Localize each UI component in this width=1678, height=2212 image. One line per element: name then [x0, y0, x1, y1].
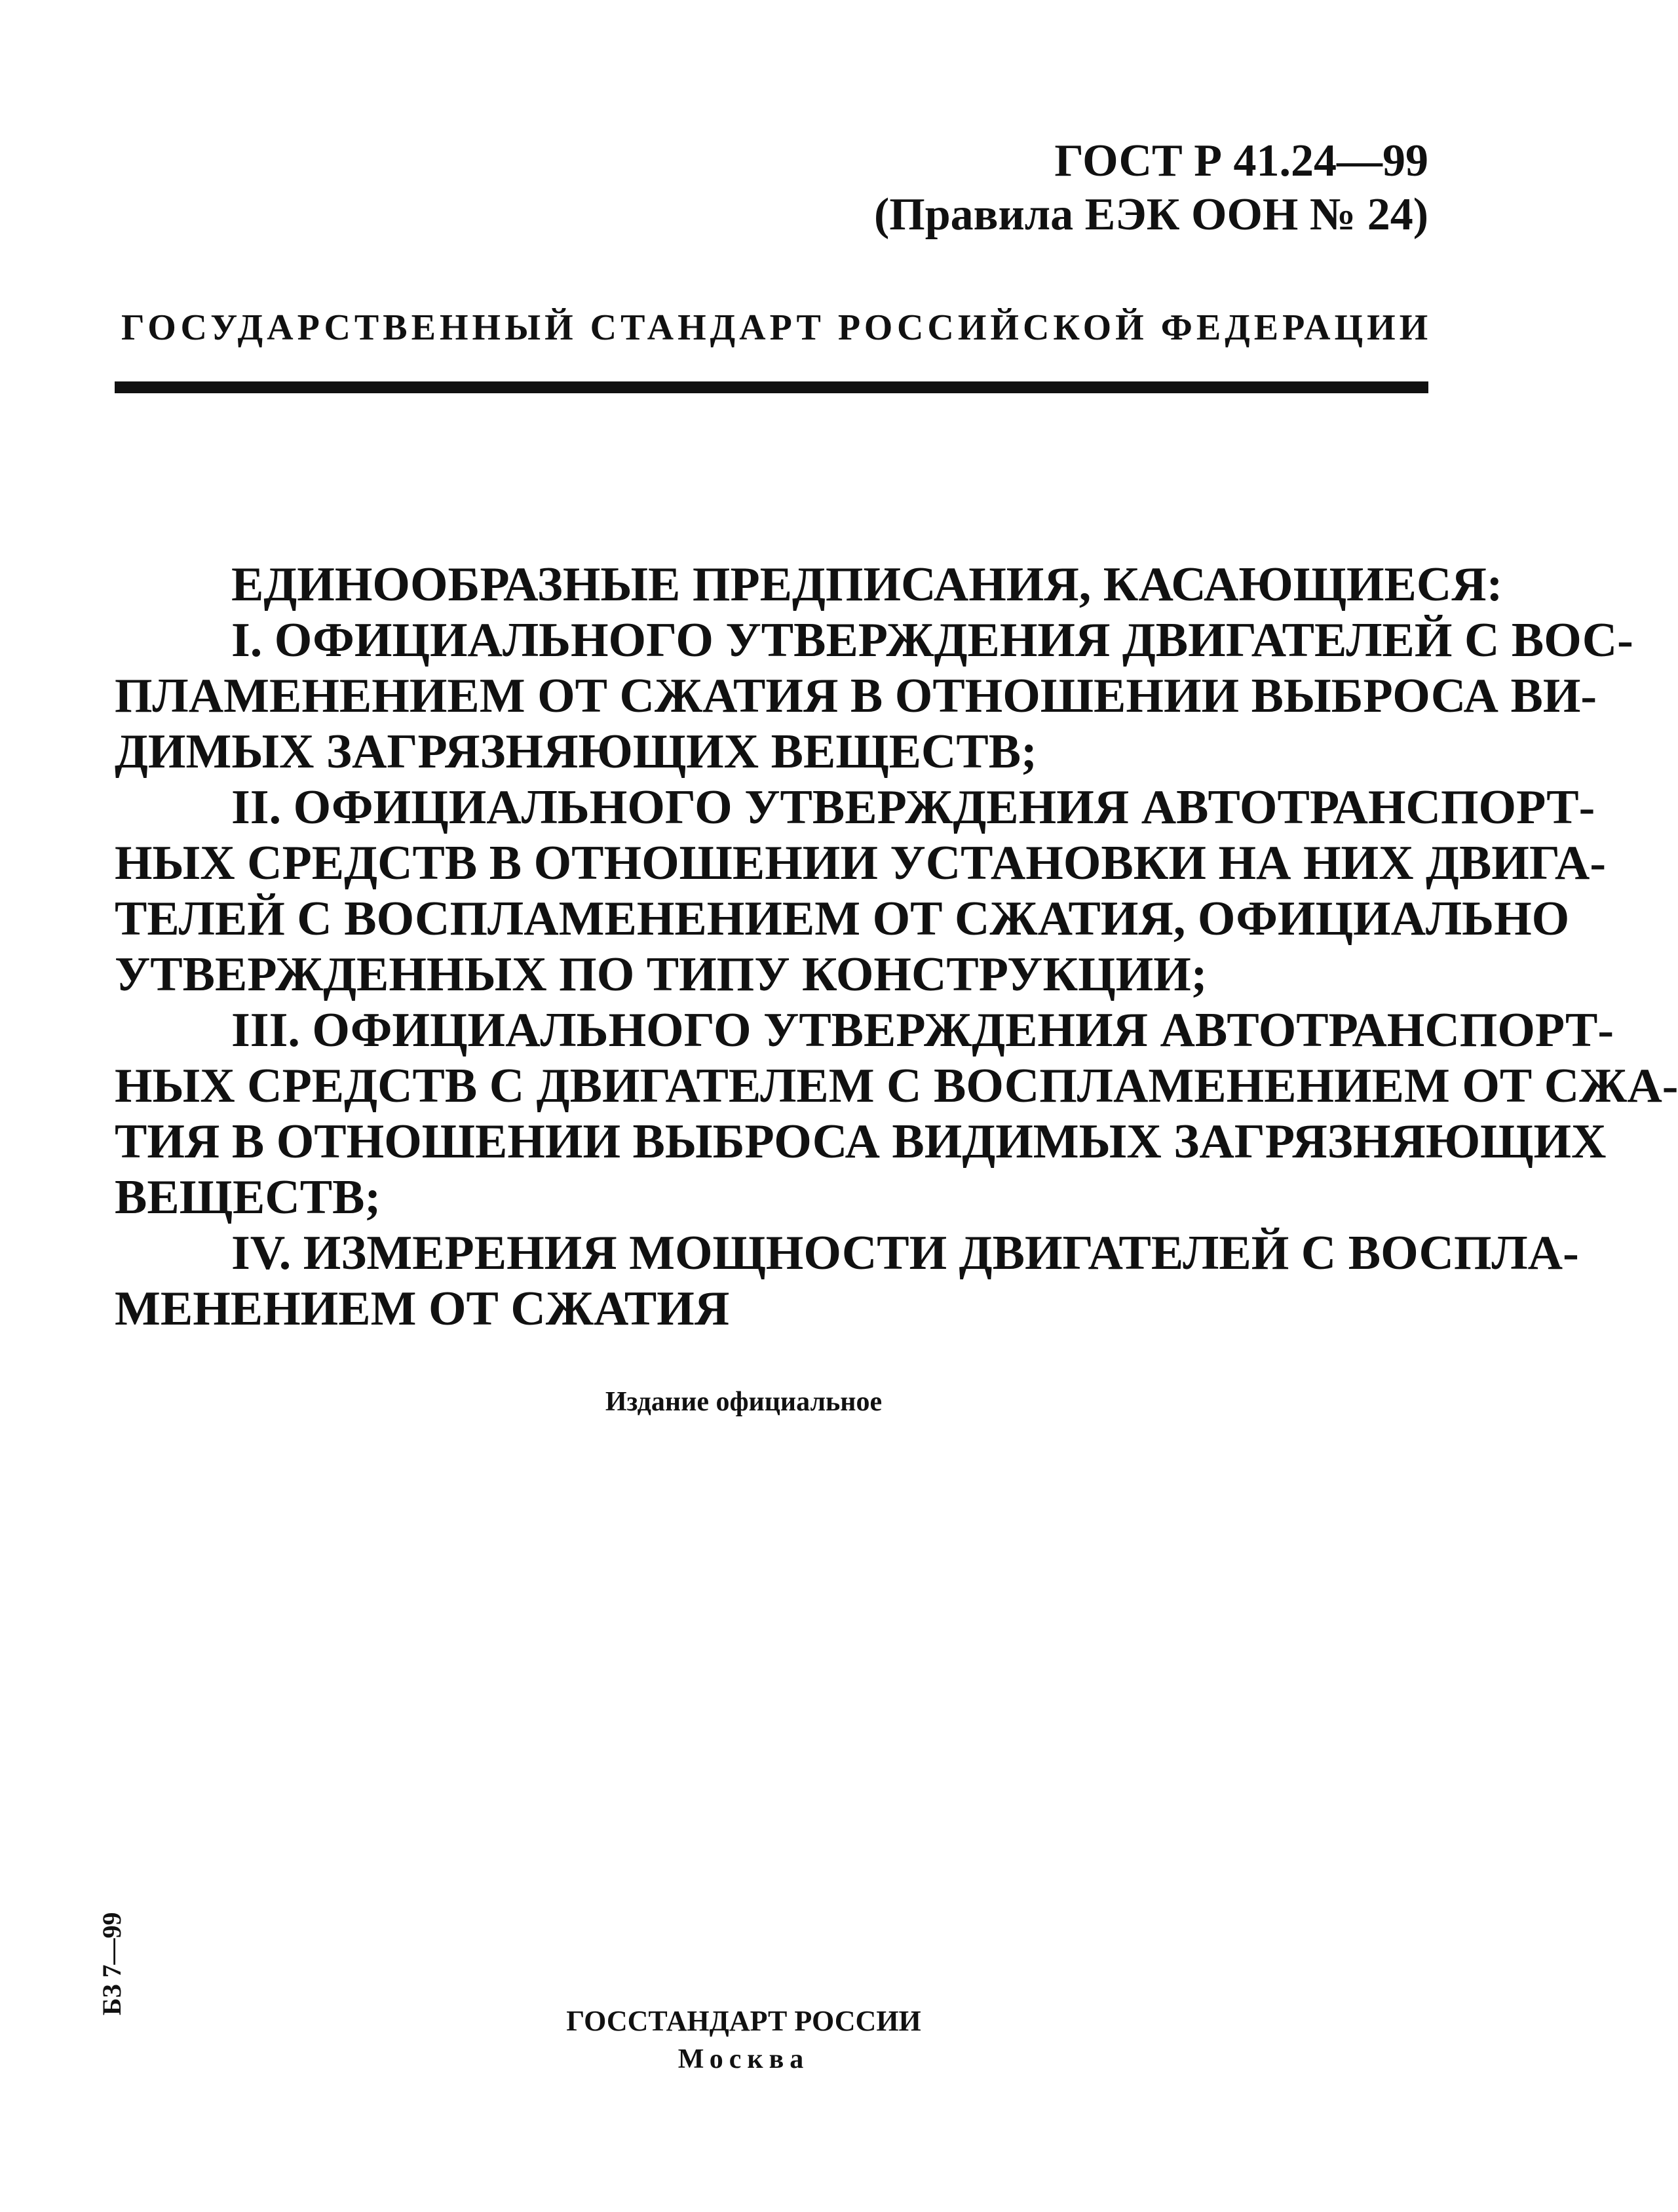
title-line: ТИЯ В ОТНОШЕНИИ ВЫБРОСА ВИДИМЫХ ЗАГРЯЗНЯЮЩИХ [115, 1115, 1607, 1169]
title-line: НЫХ СРЕДСТВ В ОТНОШЕНИИ УСТАНОВКИ НА НИХ ДВИГА- [115, 836, 1606, 890]
title-line: I. ОФИЦИАЛЬНОГО УТВЕРЖДЕНИЯ ДВИГАТЕЛЕЙ С ВОС- [231, 613, 1633, 667]
edition-note: Издание официальное [605, 1387, 883, 1417]
title-line: ТЕЛЕЙ С ВОСПЛАМЕНЕНИЕМ ОТ СЖАТИЯ, ОФИЦИАЛЬНО [115, 892, 1570, 946]
title-divider [115, 381, 1428, 393]
side-code: БЗ 7—99 [97, 1912, 126, 2015]
document-title [115, 557, 1678, 1337]
regulation-reference: (Правила ЕЭК ООН № 24) [873, 189, 1428, 240]
title-line: МЕНЕНИЕМ ОТ СЖАТИЯ [115, 1282, 730, 1336]
title-line: ПЛАМЕНЕНИЕМ ОТ СЖАТИЯ В ОТНОШЕНИИ ВЫБРОСА ВИ- [115, 669, 1597, 723]
gost-number: ГОСТ Р 41.24—99 [1054, 136, 1428, 186]
title-line: II. ОФИЦИАЛЬНОГО УТВЕРЖДЕНИЯ АВТОТРАНСПОРТ- [231, 781, 1595, 834]
title-line: НЫХ СРЕДСТВ С ДВИГАТЕЛЕМ С ВОСПЛАМЕНЕНИЕМ ОТ СЖА- [115, 1059, 1678, 1113]
title-line: IV. ИЗМЕРЕНИЯ МОЩНОСТИ ДВИГАТЕЛЕЙ С ВОСПЛА- [231, 1226, 1579, 1280]
title-line: ДИМЫХ ЗАГРЯЗНЯЮЩИХ ВЕЩЕСТВ; [115, 725, 1037, 779]
title-line: УТВЕРЖДЕННЫХ ПО ТИПУ КОНСТРУКЦИИ; [115, 948, 1208, 1001]
publisher-city: Москва [677, 2044, 810, 2074]
standard-title: ГОСУДАРСТВЕННЫЙ СТАНДАРТ РОССИЙСКОЙ ФЕДЕРАЦИИ [121, 307, 1432, 348]
publisher [0, 2002, 1487, 2078]
title-line: III. ОФИЦИАЛЬНОГО УТВЕРЖДЕНИЯ АВТОТРАНСПОРТ- [231, 1003, 1614, 1057]
title-line: ВЕЩЕСТВ; [115, 1171, 381, 1224]
publisher-name: ГОССТАНДАРТ РОССИИ [566, 2005, 921, 2037]
title-line: ЕДИНООБРАЗНЫЕ ПРЕДПИСАНИЯ, КАСАЮЩИЕСЯ: [231, 558, 1503, 611]
gost-designation [874, 134, 1428, 242]
